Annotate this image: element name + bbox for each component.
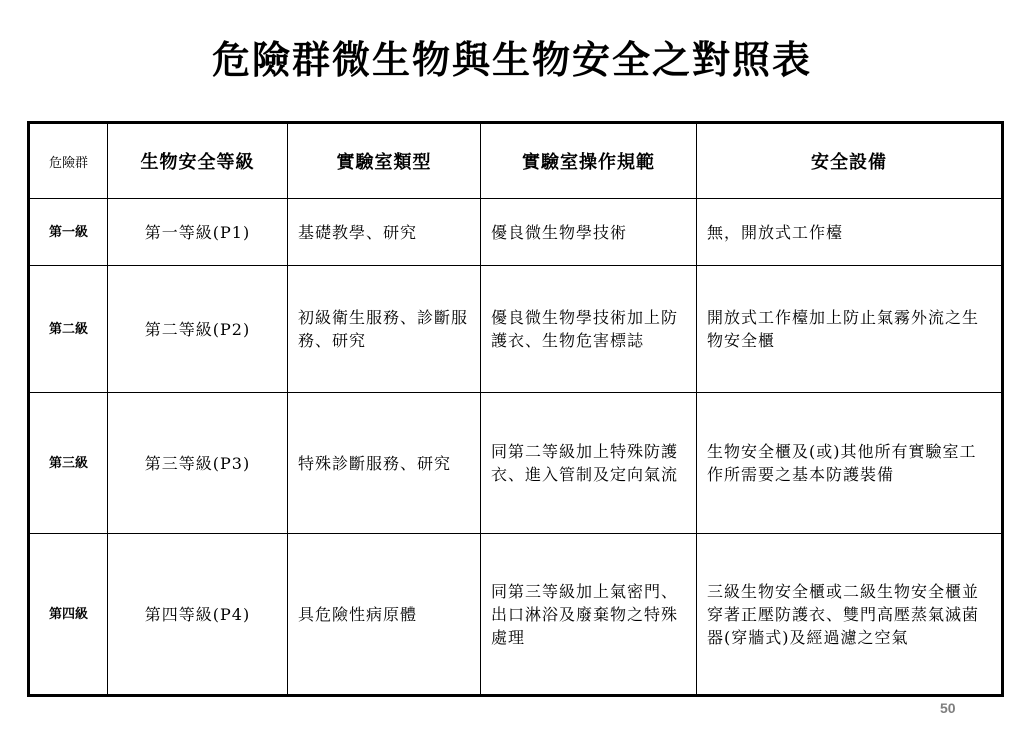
safety-equipment-cell: 生物安全櫃及(或)其他所有實驗室工作所需要之基本防護裝備: [697, 393, 1003, 534]
safety-equipment-cell: 無，開放式工作檯: [697, 199, 1003, 266]
biosafety-level-cell: 第一等級(P1): [108, 199, 288, 266]
page-number: 50: [940, 700, 956, 716]
lab-practice-cell: 同第三等級加上氣密門、出口淋浴及廢棄物之特殊處理: [481, 534, 697, 696]
biosafety-level-cell: 第三等級(P3): [108, 393, 288, 534]
biosafety-comparison-table: [27, 121, 1004, 697]
table-row: [29, 266, 1003, 393]
safety-equipment-cell: 三級生物安全櫃或二級生物安全櫃並穿著正壓防護衣、雙門高壓蒸氣滅菌器(穿牆式)及經過濾之空氣: [697, 534, 1003, 696]
header-biosafety-level: 生物安全等級: [108, 123, 288, 199]
header-risk-group: 危險群: [29, 123, 108, 199]
header-lab-practice: 實驗室操作規範: [481, 123, 697, 199]
risk-group-cell: 第一級: [29, 199, 108, 266]
risk-group-cell: 第三級: [29, 393, 108, 534]
header-lab-type: 實驗室類型: [288, 123, 481, 199]
slide-title: 危險群微生物與生物安全之對照表: [211, 37, 812, 82]
header-safety-equipment: 安全設備: [697, 123, 1003, 199]
lab-practice-cell: 同第二等級加上特殊防護衣、進入管制及定向氣流: [481, 393, 697, 534]
risk-group-cell: 第二級: [29, 266, 108, 393]
lab-type-cell: 具危險性病原體: [288, 534, 481, 696]
lab-practice-cell: 優良微生物學技術: [481, 199, 697, 266]
table-header-row: [29, 123, 1003, 199]
table-row: [29, 393, 1003, 534]
table-row: [29, 534, 1003, 696]
biosafety-level-cell: 第四等級(P4): [108, 534, 288, 696]
lab-type-cell: 特殊診斷服務、研究: [288, 393, 481, 534]
lab-type-cell: 基礎教學、研究: [288, 199, 481, 266]
risk-group-cell: 第四級: [29, 534, 108, 696]
biosafety-level-cell: 第二等級(P2): [108, 266, 288, 393]
lab-type-cell: 初級衛生服務、診斷服務、研究: [288, 266, 481, 393]
lab-practice-cell: 優良微生物學技術加上防護衣、生物危害標誌: [481, 266, 697, 393]
safety-equipment-cell: 開放式工作檯加上防止氣霧外流之生物安全櫃: [697, 266, 1003, 393]
table-row: [29, 199, 1003, 266]
